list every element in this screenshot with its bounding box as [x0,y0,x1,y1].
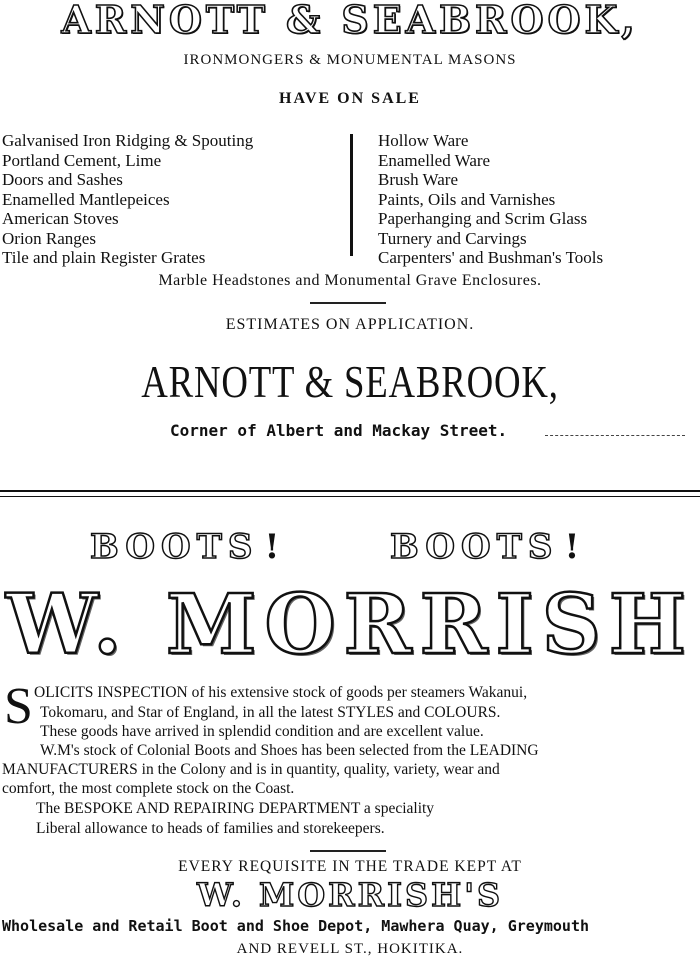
list-item: Paints, Oils and Varnishes [378,189,556,209]
ad1-signature: ARNOTT & SEABROOK, [141,356,559,407]
ad2-boots-left [90,527,285,567]
ad2-address-line2: AND REVELL ST., HOKITIKA. [236,941,464,957]
list-item: Tile and plain Register Grates [2,248,206,267]
list-item: Galvanised Iron Ridging & Spouting [2,131,254,150]
ad1-have-on-sale-heading: HAVE ON SALE [279,90,421,107]
ad1-short-rule [310,302,386,304]
list-item: Turnery and Carvings [378,228,527,248]
ad1-address: Corner of Albert and Mackay Street. [170,421,508,440]
boots-word: BOOTS [390,527,559,567]
ad1-marble-line: Marble Headstones and Monumental Grave Enclosures. [158,272,542,289]
ad1-estimates: ESTIMATES ON APPLICATION. [225,316,475,333]
ad2-big-name: W. MORRISH [6,577,694,673]
ad2-body-line: comfort, the most complete stock on the Coast. [2,780,295,797]
ad2-body-line: W.M's stock of Colonial Boots and Shoes has been selected from the LEADING [40,742,539,759]
list-item: Orion Ranges [2,228,96,248]
ad2-name-possessive: W. MORRISH'S [196,876,504,914]
ad2-body-line: Tokomaru, and Star of England, in all the latest STYLES and COLOURS. [40,704,501,721]
ad2-body-line: MANUFACTURERS in the Colony and is in quantity, quality, variety, wear and [2,761,500,778]
list-item: Enamelled Mantlepeices [2,189,170,209]
list-item: Doors and Sashes [2,170,123,189]
ad2-body-line: OLICITS INSPECTION of his extensive stock of goods per steamers Wakanui, [34,684,528,701]
ad2-body-line: The BESPOKE AND REPAIRING DEPARTMENT a speciality [36,800,435,817]
ad2-body-line: Liberal allowance to heads of families and storekeepers. [36,820,385,837]
exclamation-mark: ! [264,527,286,567]
list-item: Paperhanging and Scrim Glass [378,209,588,228]
list-item: Brush Ware [378,170,458,189]
ad2-drop-cap: S [4,678,33,735]
ad2-requisite-line: EVERY REQUISITE IN THE TRADE KEPT AT [178,858,522,875]
ad2-boots-right [390,527,585,567]
ad1-left-items-list [2,131,342,268]
list-item: Hollow Ware [378,131,469,150]
ad1-trade-description: IRONMONGERS & MONUMENTAL MASONS [183,52,517,68]
list-item: Enamelled Ware [378,150,491,170]
ad2-short-rule [310,850,386,852]
ad2-body-line: These goods have arrived in splendid condition and are excellent value. [40,723,484,740]
ad2-address-line1: Wholesale and Retail Boot and Shoe Depot, Mawhera Quay, Greymouth [2,917,589,935]
list-item: Carpenters' and Bushman's Tools [378,248,604,267]
list-item: Portland Cement, Lime [2,150,162,170]
boots-word: BOOTS [90,527,259,567]
list-item: American Stoves [2,209,119,228]
ad-separator-rule [0,490,700,497]
ad1-masthead: ARNOTT & SEABROOK, [61,0,639,42]
ad1-right-items-list [378,131,698,268]
ad1-column-divider [350,134,353,256]
ad1-dashed-trail [545,435,685,437]
exclamation-mark: ! [564,527,586,567]
